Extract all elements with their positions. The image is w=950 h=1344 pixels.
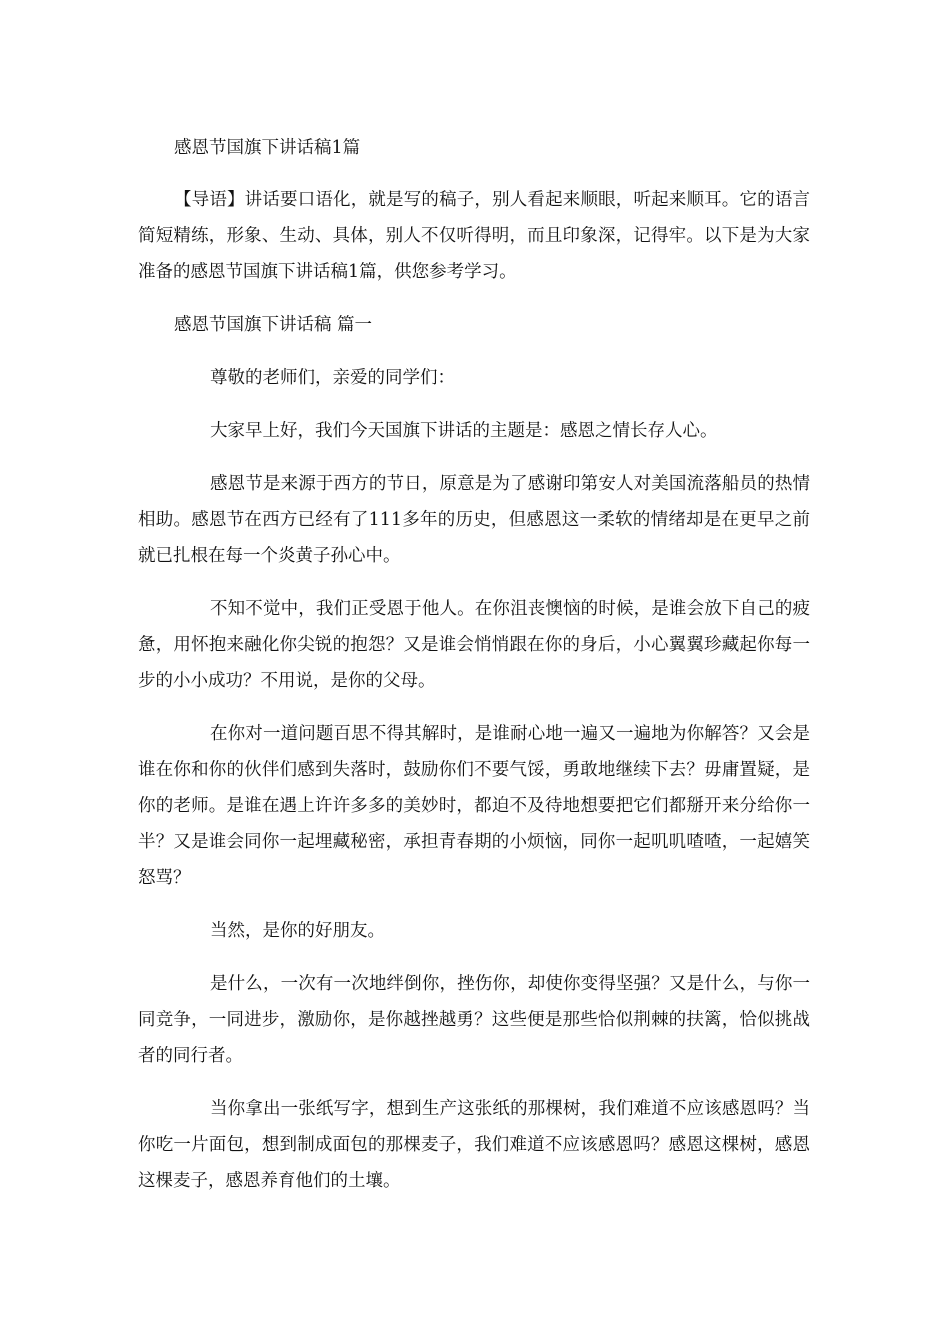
body-paragraph: 当然，是你的好朋友。 xyxy=(210,921,385,941)
body-paragraph: 在你对一道问题百思不得其解时，是谁耐心地一遍又一遍地为你解答？又会是谁在你和你的伙伴们感到失落时，鼓励你们不要气馁，勇敢地继续下去？毋庸置疑，是你的老师。是谁在遇上许许多多的美妙时，都迫不及待地想要把它们都掰开来分给你一半？又是谁会同你一起埋藏秘密，承担青春期的小烦恼，同你一起叽叽喳喳，一起嬉笑怒骂？ xyxy=(138,724,810,888)
body-paragraph: 是什么，一次有一次地绊倒你，挫伤你，却使你变得坚强？又是什么，与你一同竞争，一同进步，激励你，是你越挫越勇？这些便是那些恰似荆棘的扶篱，恰似挑战者的同行者。 xyxy=(138,974,810,1066)
body-paragraph: 当你拿出一张纸写字，想到生产这张纸的那棵树，我们难道不应该感恩吗？当你吃一片面包，想到制成面包的那棵麦子，我们难道不应该感恩吗？感恩这棵树，感恩这棵麦子，感恩养育他们的土壤。 xyxy=(138,1099,810,1191)
document-title: 感恩节国旗下讲话稿1篇 xyxy=(174,138,361,158)
body-paragraph: 大家早上好，我们今天国旗下讲话的主题是：感恩之情长存人心。 xyxy=(210,421,718,441)
document-body xyxy=(138,130,810,1216)
intro-paragraph: 【导语】讲话要口语化，就是写的稿子，别人看起来顺眼，听起来顺耳。它的语言简短精练，形象、生动、具体，别人不仅听得明，而且印象深，记得牢。以下是为大家准备的感恩节国旗下讲话稿1篇，供您参考学习。 xyxy=(138,190,810,282)
salutation: 尊敬的老师们，亲爱的同学们： xyxy=(210,368,455,388)
body-paragraph: 不知不觉中，我们正受恩于他人。在你沮丧懊恼的时候，是谁会放下自己的疲惫，用怀抱来融化你尖锐的抱怨？又是谁会悄悄跟在你的身后，小心翼翼珍藏起你每一步的小小成功？不用说，是你的父母。 xyxy=(138,599,810,691)
section-subtitle: 感恩节国旗下讲话稿 篇一 xyxy=(174,315,373,335)
body-paragraph: 感恩节是来源于西方的节日，原意是为了感谢印第安人对美国流落船员的热情相助。感恩节在西方已经有了111多年的历史，但感恩这一柔软的情绪却是在更早之前就已扎根在每一个炎黄子孙心中。 xyxy=(138,474,810,566)
